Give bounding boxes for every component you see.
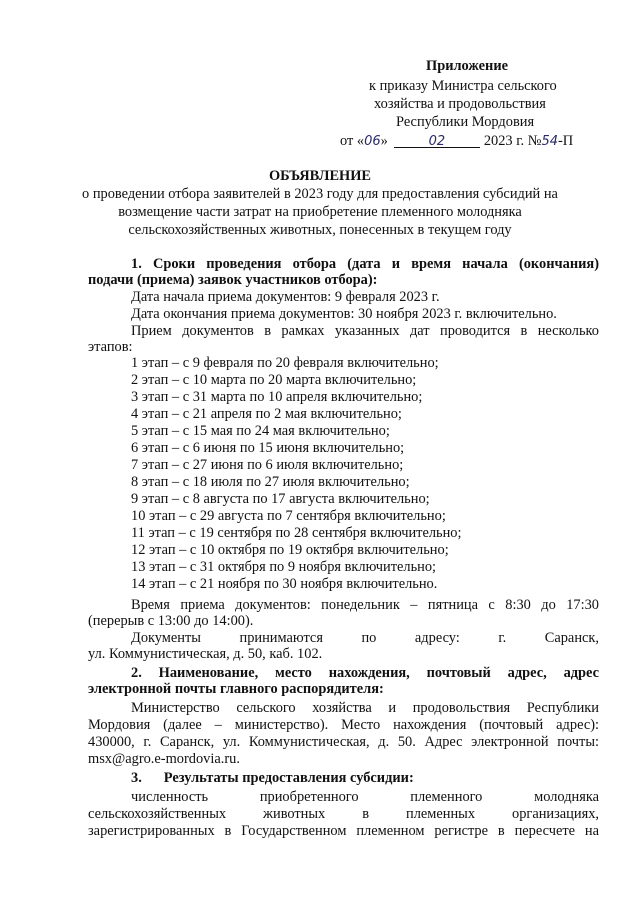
section1-stages-intro-1: Прием документов в рамках указанных дат проводится в несколько [131, 323, 599, 339]
stage-item: 7 этап – с 27 июня по 6 июля включительно; [131, 457, 404, 473]
section3-body-2: сельскохозяйственных животных в племенных организациях, [88, 806, 599, 822]
stage-item: 11 этап – с 19 сентября по 28 сентября включительно; [131, 525, 462, 541]
stage-item: 12 этап – с 10 октября по 19 октября включительно; [131, 542, 449, 558]
section1-address-1: Документы принимаются по адресу: г. Саранск, [131, 630, 599, 646]
section2-heading-1: 2. Наименование, место нахождения, почтовый адрес, адрес [131, 665, 599, 681]
stage-item: 2 этап – с 10 марта по 20 марта включительно; [131, 372, 417, 388]
stage-item: 9 этап – с 8 августа по 17 августа включительно; [131, 491, 430, 507]
section1-heading-1: 1. Сроки проведения отбора (дата и время начала (окончания) [131, 256, 599, 272]
section1-address-2: ул. Коммунистическая, д. 50, каб. 102. [88, 646, 323, 662]
section1-hours-2: (перерыв с 13:00 до 14:00). [88, 613, 254, 629]
appendix-line-1: к приказу Министра сельского [369, 78, 557, 94]
section3-number: 3. [131, 770, 142, 786]
order-date-line [340, 133, 573, 150]
stage-item: 13 этап – с 31 октября по 9 ноября включительно; [131, 559, 437, 575]
announcement-subtitle-2: возмещение части затрат на приобретение племенного молодняка [118, 204, 522, 220]
section1-stages-intro-2: этапов: [88, 339, 133, 355]
section3-title: Результаты предоставления субсидии: [163, 770, 414, 786]
announcement-title: ОБЪЯВЛЕНИЕ [268, 168, 372, 184]
section1-hours-1: Время приема документов: понедельник – пятница с 8:30 до 17:30 [131, 597, 599, 613]
appendix-line-3: Республики Мордовия [396, 114, 535, 130]
order-number-handwritten: 54 [541, 134, 558, 149]
section1-start-date: Дата начала приема документов: 9 февраля 2023 г. [131, 289, 440, 305]
date-suffix: -П [557, 133, 574, 149]
date-mid: » [380, 133, 388, 149]
stage-item: 5 этап – с 15 мая по 24 мая включительно; [131, 423, 390, 439]
section1-end-date: Дата окончания приема документов: 30 ноября 2023 г. включительно. [131, 306, 557, 322]
section2-body-1: Министерство сельского хозяйства и продовольствия Республики [131, 700, 599, 716]
section3-body-1: численность приобретенного племенного молодняка [131, 789, 599, 805]
date-day-handwritten: 06 [364, 134, 381, 149]
section2-body-4: msx@agro.e-mordovia.ru. [88, 751, 240, 767]
section2-heading-2: электронной почты главного распорядителя: [88, 681, 384, 697]
stage-item: 1 этап – с 9 февраля по 20 февраля включительно; [131, 355, 439, 371]
stage-item: 10 этап – с 29 августа по 7 сентября включительно; [131, 508, 446, 524]
date-year: 2023 г. № [483, 133, 542, 149]
appendix-line-2: хозяйства и продовольствия [374, 96, 546, 112]
announcement-subtitle-3: сельскохозяйственных животных, понесенных в текущем году [128, 222, 512, 238]
stage-item: 6 этап – с 6 июня по 15 июня включительно; [131, 440, 405, 456]
appendix-title: Приложение [426, 58, 509, 74]
section1-heading-2: подачи (приема) заявок участников отбора): [88, 272, 378, 288]
section3-heading [131, 770, 414, 786]
announcement-subtitle-1: о проведении отбора заявителей в 2023 году для предоставления субсидий на [82, 186, 558, 202]
date-month-handwritten: 02 [428, 134, 446, 149]
section2-body-2: Мордовия (далее – министерство). Место нахождения (почтовый адрес): [88, 717, 599, 733]
section3-body-3: зарегистрированных в Государственном племенном регистре в пересчете на [88, 823, 599, 839]
stage-item: 4 этап – с 21 апреля по 2 мая включительно; [131, 406, 402, 422]
section2-body-3: 430000, г. Саранск, ул. Коммунистическая, д. 50. Адрес электронной почты: [88, 734, 599, 750]
stage-item: 8 этап – с 18 июля по 27 июля включительно; [131, 474, 410, 490]
stage-item: 3 этап – с 31 марта по 10 апреля включительно; [131, 389, 423, 405]
date-month-blank [394, 133, 480, 148]
stage-item: 14 этап – с 21 ноября по 30 ноября включительно. [131, 576, 438, 592]
date-prefix: от « [340, 133, 365, 149]
